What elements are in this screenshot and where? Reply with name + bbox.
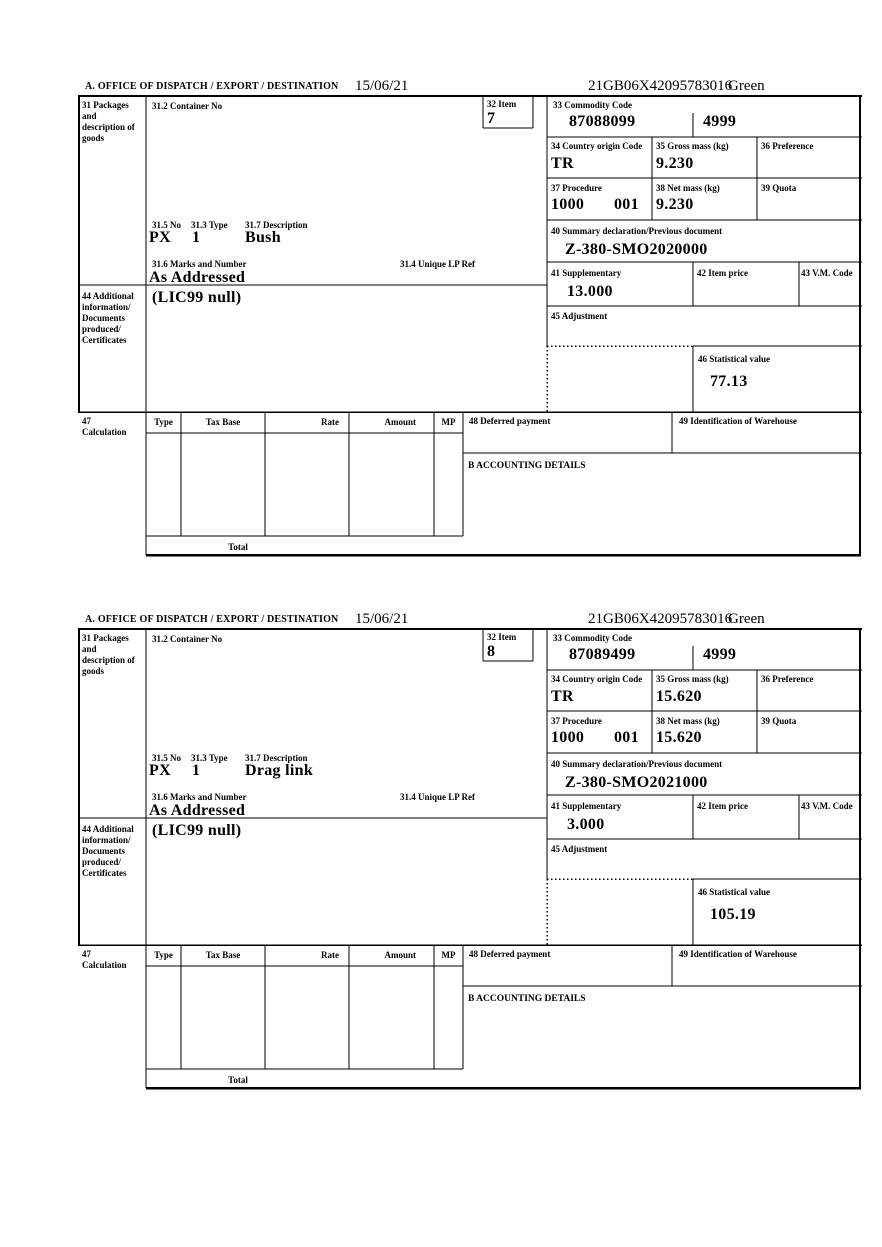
routing-status: Green [728, 78, 765, 94]
movement-reference-number: 21GB06X42095783016 [588, 611, 733, 627]
net-mass: 9.230 [656, 196, 694, 213]
additional-information: (LIC99 null) [152, 822, 242, 839]
procedure-code: 1000 [551, 729, 585, 746]
box31-2-label: 31.2 Container No [152, 101, 223, 111]
box31-3-label: 31.3 Type [191, 753, 228, 763]
box49-label: 49 Identification of Warehouse [679, 416, 797, 426]
package-count: PX [149, 762, 171, 779]
box48-label: 48 Deferred payment [469, 949, 551, 959]
package-count: PX [149, 229, 171, 246]
commodity-code-2: 4999 [703, 113, 737, 130]
total-label: Total [228, 542, 248, 552]
goods-description: Bush [245, 229, 281, 246]
goods-description: Drag link [245, 762, 314, 779]
box43-label: 43 V.M. Code [801, 801, 853, 811]
procedure-code-2: 001 [614, 196, 639, 213]
box33-label: 33 Commodity Code [553, 100, 632, 110]
tax-base-header: Tax Base [205, 950, 241, 960]
box36-label: 36 Preference [761, 674, 814, 684]
section-header [78, 78, 862, 95]
box45-label: 45 Adjustment [551, 844, 608, 854]
statistical-value: 77.13 [710, 373, 748, 390]
box44-label: 44 Additional information/ Documents produced/ Certificates [82, 824, 134, 878]
commodity-code-2: 4999 [703, 646, 737, 663]
declaration-item-section [78, 78, 862, 560]
box32-label: 32 Item [487, 99, 517, 109]
box31-4-label: 31.4 Unique LP Ref [400, 259, 476, 269]
box31-6-label: 31.6 Marks and Number [152, 792, 247, 802]
item-box [78, 628, 862, 1093]
movement-reference-number: 21GB06X42095783016 [588, 78, 733, 94]
box37-label: 37 Procedure [551, 183, 602, 193]
box38-label: 38 Net mass (kg) [656, 716, 720, 726]
gross-mass: 15.620 [656, 688, 702, 705]
commodity-code: 87088099 [569, 113, 636, 130]
procedure-code: 1000 [551, 196, 585, 213]
tax-amount-header: Amount [384, 950, 416, 960]
declaration-date: 15/06/21 [355, 78, 409, 94]
form-grid [78, 95, 862, 560]
box44-label: 44 Additional information/ Documents produced/ Certificates [82, 291, 134, 345]
box49-label: 49 Identification of Warehouse [679, 949, 797, 959]
country-origin-code: TR [551, 688, 574, 705]
box36-label: 36 Preference [761, 141, 814, 151]
supplementary-units: 3.000 [567, 816, 605, 833]
accounting-details-label: B ACCOUNTING DETAILS [468, 461, 586, 471]
box43-label: 43 V.M. Code [801, 268, 853, 278]
supplementary-units: 13.000 [567, 283, 613, 300]
box39-label: 39 Quota [761, 183, 797, 193]
box35-label: 35 Gross mass (kg) [656, 141, 729, 151]
box31-3-label: 31.3 Type [191, 220, 228, 230]
box41-label: 41 Supplementary [551, 268, 622, 278]
box42-label: 42 Item price [697, 801, 748, 811]
box31-7-label: 31.7 Description [245, 753, 308, 763]
commodity-code: 87089499 [569, 646, 636, 663]
box31-2-label: 31.2 Container No [152, 634, 223, 644]
routing-status: Green [728, 611, 765, 627]
box31-5-label: 31.5 No [152, 753, 181, 763]
box39-label: 39 Quota [761, 716, 797, 726]
box35-label: 35 Gross mass (kg) [656, 674, 729, 684]
item-box [78, 95, 862, 560]
country-origin-code: TR [551, 155, 574, 172]
box34-label: 34 Country origin Code [551, 141, 643, 151]
form-grid [78, 628, 862, 1093]
box31-6-label: 31.6 Marks and Number [152, 259, 247, 269]
statistical-value: 105.19 [710, 906, 756, 923]
tax-mp-header: MP [441, 417, 456, 427]
box47-label: 47 Calculation [82, 416, 127, 437]
tax-base-header: Tax Base [205, 417, 241, 427]
additional-information: (LIC99 null) [152, 289, 242, 306]
package-type: 1 [192, 762, 201, 779]
procedure-code-2: 001 [614, 729, 639, 746]
item-number: 8 [487, 643, 496, 660]
gross-mass: 9.230 [656, 155, 694, 172]
box32-label: 32 Item [487, 632, 517, 642]
office-of-dispatch-label: A. OFFICE OF DISPATCH / EXPORT / DESTINATION [85, 81, 339, 92]
office-of-dispatch-label: A. OFFICE OF DISPATCH / EXPORT / DESTINATION [85, 614, 339, 625]
box46-label: 46 Statistical value [698, 354, 770, 364]
tax-amount-header: Amount [384, 417, 416, 427]
item-number: 7 [487, 110, 496, 127]
box38-label: 38 Net mass (kg) [656, 183, 720, 193]
box31-label: 31 Packages and description of goods [82, 633, 135, 676]
box47-label: 47 Calculation [82, 949, 127, 970]
total-label: Total [228, 1075, 248, 1085]
box34-label: 34 Country origin Code [551, 674, 643, 684]
box37-label: 37 Procedure [551, 716, 602, 726]
tax-type-header: Type [154, 417, 173, 427]
box45-label: 45 Adjustment [551, 311, 608, 321]
box31-5-label: 31.5 No [152, 220, 181, 230]
declaration-item-section [78, 611, 862, 1093]
box31-4-label: 31.4 Unique LP Ref [400, 792, 476, 802]
box31-7-label: 31.7 Description [245, 220, 308, 230]
marks-and-numbers: As Addressed [149, 269, 246, 286]
marks-and-numbers: As Addressed [149, 802, 246, 819]
box48-label: 48 Deferred payment [469, 416, 551, 426]
box41-label: 41 Supplementary [551, 801, 622, 811]
accounting-details-label: B ACCOUNTING DETAILS [468, 994, 586, 1004]
section-header [78, 611, 862, 628]
tax-mp-header: MP [441, 950, 456, 960]
box42-label: 42 Item price [697, 268, 748, 278]
package-type: 1 [192, 229, 201, 246]
box40-label: 40 Summary declaration/Previous document [551, 759, 723, 769]
previous-document: Z-380-SMO2021000 [565, 774, 708, 791]
net-mass: 15.620 [656, 729, 702, 746]
previous-document: Z-380-SMO2020000 [565, 241, 708, 258]
box40-label: 40 Summary declaration/Previous document [551, 226, 723, 236]
tax-type-header: Type [154, 950, 173, 960]
box31-label: 31 Packages and description of goods [82, 100, 135, 143]
box46-label: 46 Statistical value [698, 887, 770, 897]
tax-rate-header: Rate [321, 950, 339, 960]
box33-label: 33 Commodity Code [553, 633, 632, 643]
tax-rate-header: Rate [321, 417, 339, 427]
declaration-date: 15/06/21 [355, 611, 409, 627]
